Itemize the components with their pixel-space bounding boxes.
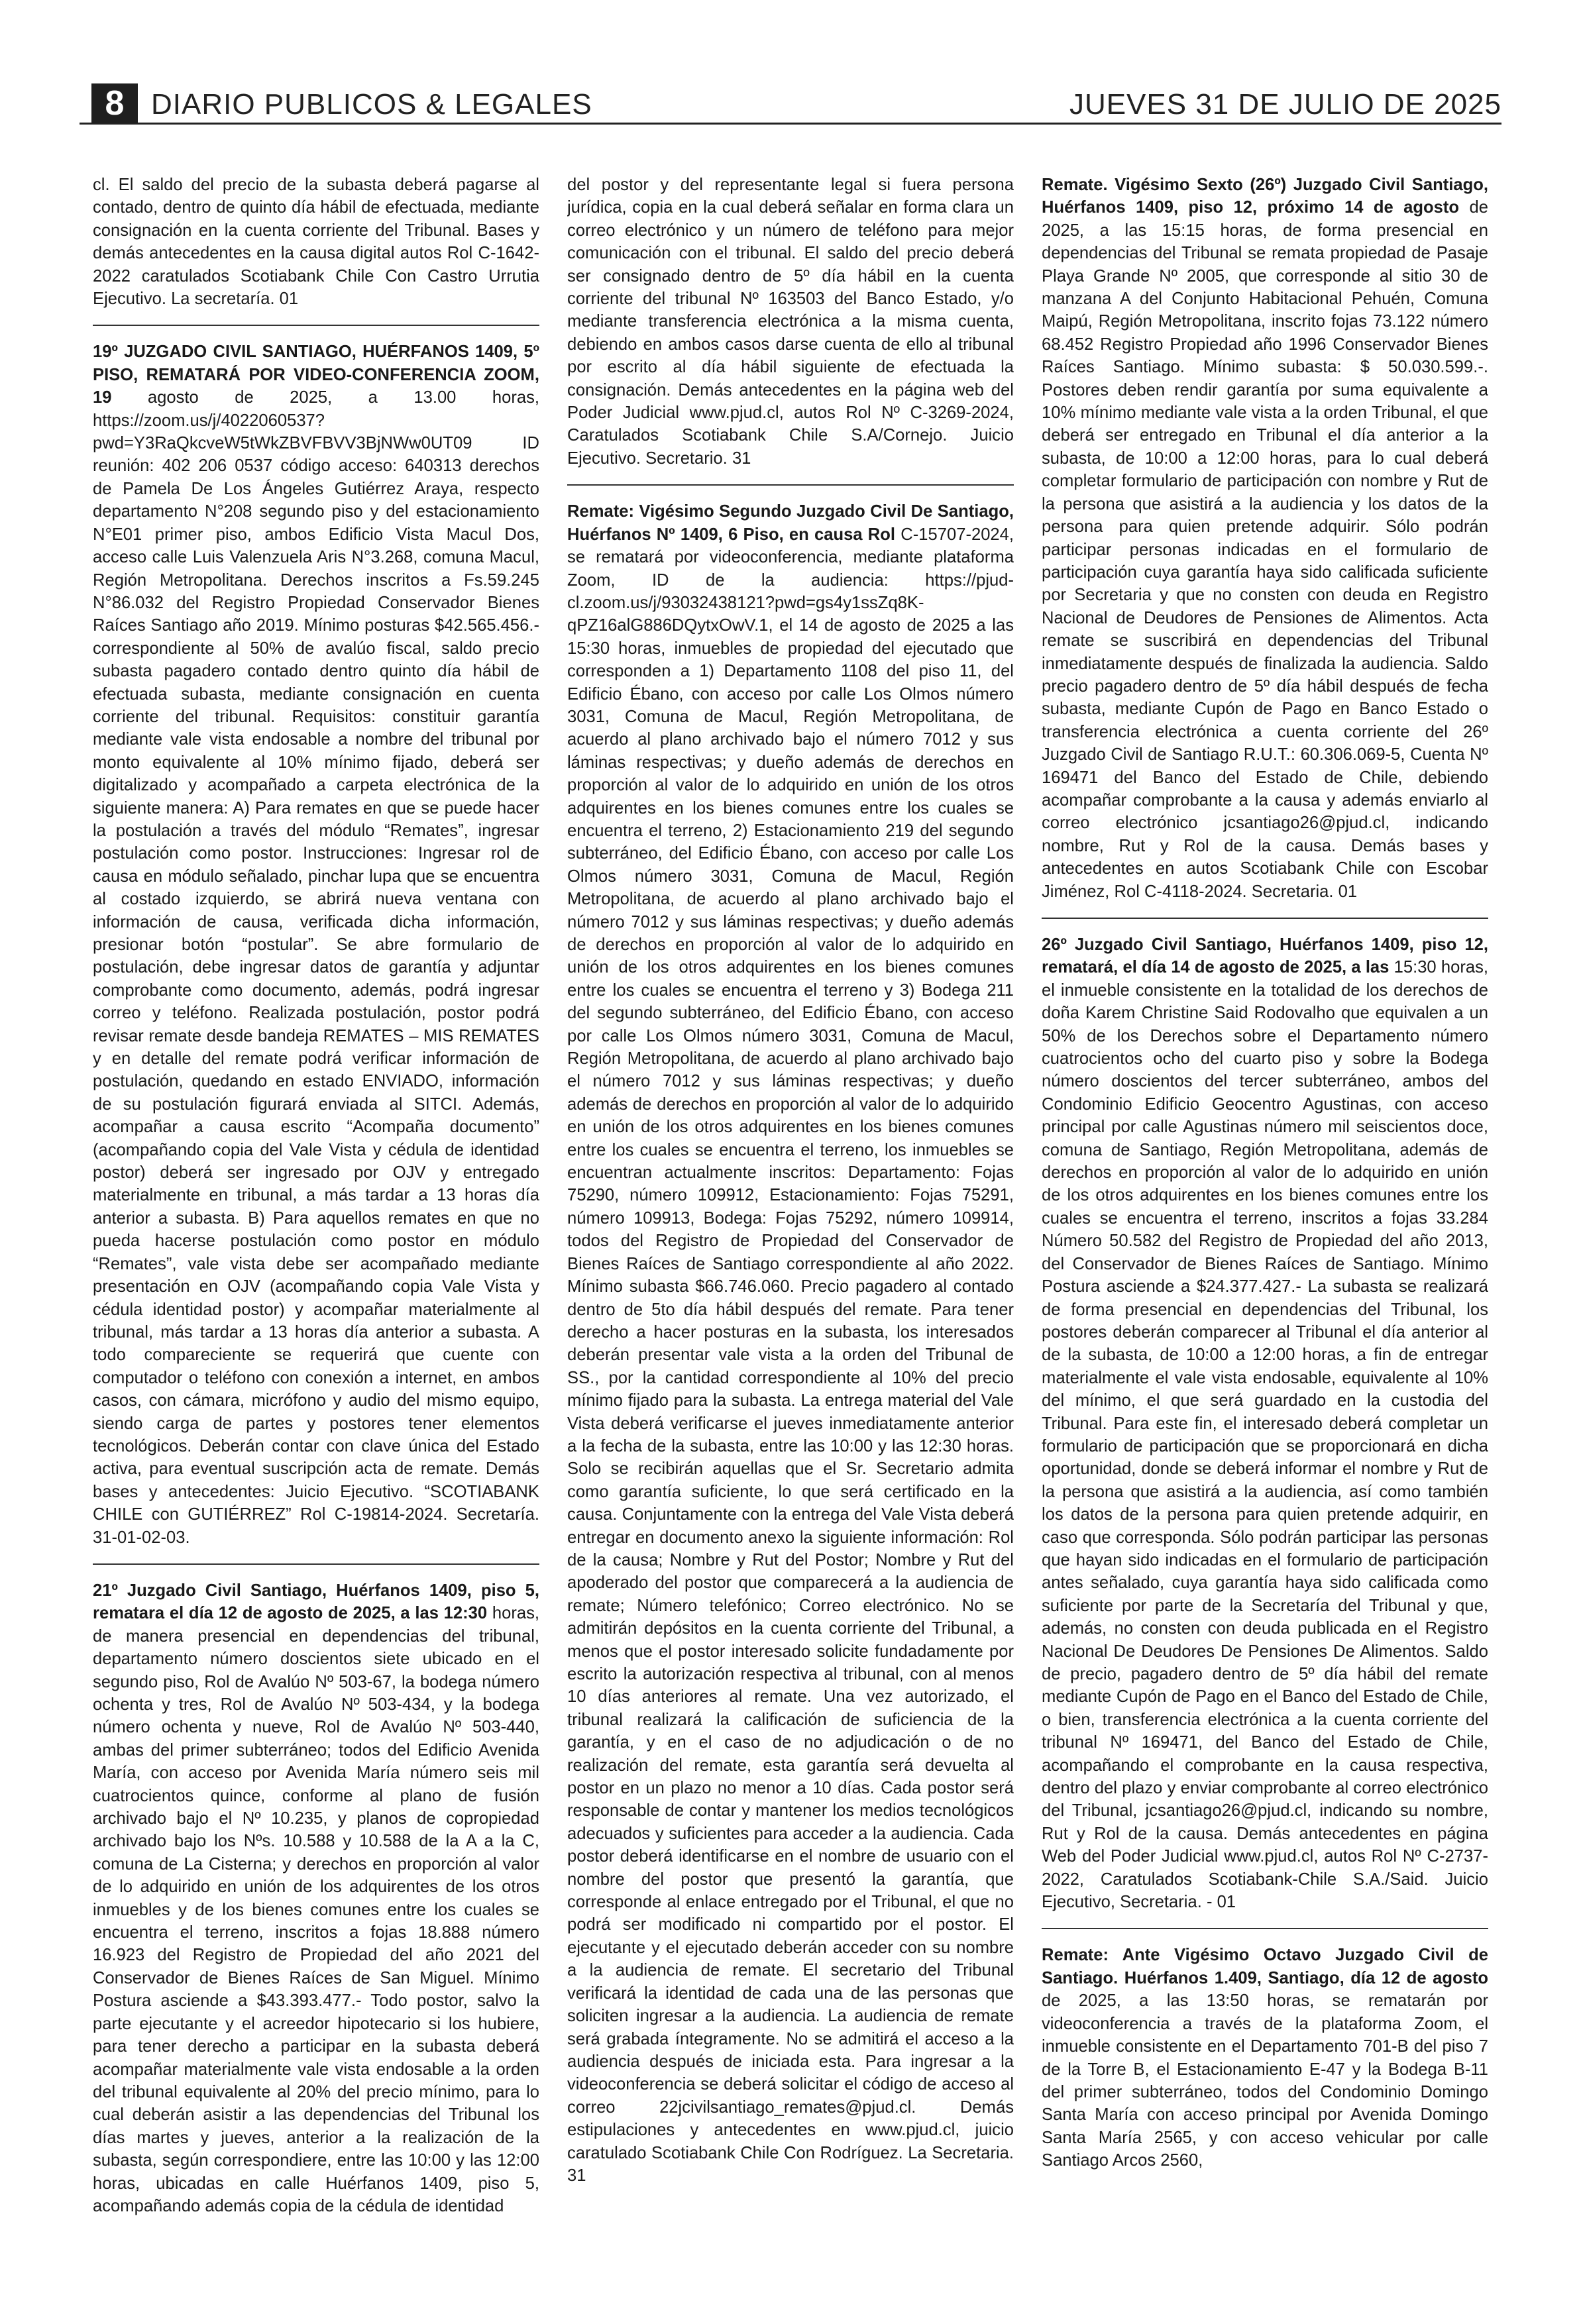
notice-lead: 21º Juzgado Civil Santiago, Huérfanos 1409, piso 5, rematara el día 12 de agosto de 2025, a las 12:30 [93,1581,539,1623]
notice-divider [1042,1928,1488,1929]
notice [567,500,1014,2199]
notice-divider [93,325,539,326]
notice-body: C-15707-2024, se rematará por videoconferencia, mediante plataforma Zoom, ID de la audiencia: https://pjud-cl.zoom.us/j/93032438121?pwd=gs4y1ssZq8K-qPZ16alG886DQytxOwV.1, el 14 de agosto de 2025 a las 15:30 horas, inmuebles de propiedad del ejecutado que corresponden a 1) Departamento 1108 del piso 11, del Edificio Ébano, con acceso por calle Los Olmos número 3031, Comuna de Macul, Región Metropolitana, de acuerdo al plano archivado bajo el número 7012 y sus láminas respectivas; y dueño además de derechos en proporción al valor de lo adquirido en unión de los otros adquirentes en los bienes comunes entre los cuales se encuentra el terreno, 2) Estacionamiento 219 del segundo subterráneo, del Edificio Ébano, con acceso por calle Los Olmos número 3031, Comuna de Macul, Región Metropolitana, de acuerdo al plano archivado bajo el número 7012 y sus láminas respectivas; y dueño además de derechos en proporción al valor de lo adquirido en unión de los otros adquirentes en los bienes comunes entre los cuales se encuentra el terreno y 3) Bodega 211 del segundo subterráneo, del Edificio Ébano, con acceso por calle Los Olmos número 3031, Comuna de Macul, Región Metropolitana, de acuerdo al plano archivado bajo el número 7012 y sus láminas respectivas; y dueño además de derechos en proporción al valor de lo adquirido en unión de los otros adquirentes en los bienes comunes entre los cuales se encuentra el terreno, los inmuebles se encuentran actualmente inscritos: Departamento: Fojas 75290, número 109912, Estacionamiento: Fojas 75291, número 109913, Bodega: Fojas 75292, número 109914, todos del Registro de Propiedad del Conservador de Bienes Raíces de Santiago correspondiente al año 2022. Mínimo subasta $66.746.060. Precio pagadero al contado dentro de 5to día hábil después del remate. Para tener derecho a hacer posturas en la subasta, los interesados deberán presentar vale vista a la orden del Tribunal de SS., por la cantidad correspondiente al 10% del precio mínimo fijado para la subasta. La entrega material del Vale Vista deberá verificarse el jueves inmediatamente anterior a la fecha de la subasta, entre las 10:00 y las 12:30 horas. Solo se recibirán aquellas que el Sr. Secretario admita como garantía suficiente, lo que será certificado en la causa. Conjuntamente con la entrega del Vale Vista deberá entregar en documento anexo la siguiente información: Rol de la causa; Nombre y Rut del Postor; Nombre y Rut del apoderado del postor que comparecerá a la audiencia de remate; Número telefónico; Correo electrónico. No se admitirán depósitos en la cuenta corriente del Tribunal, a menos que el postor interesado solicite fundadamente por escrito la autorización respectiva al tribunal, con al menos 10 días anteriores al remate. Una vez autorizado, el tribunal realizará la calificación de suficiencia de la garantía, y en el caso de no adjudicación o de no realización del remate, esta garantía será devuelta al postor en un plazo no menor a 10 días. Cada postor será responsable de contar y mantener los medios tecnológicos adecuados y suficientes para acceder a la audiencia. Cada postor deberá identificarse en el nombre de usuario con el nombre del postor que presentó la garantía, que corresponde al enlace entregado por el Tribunal, el que no podrá ser modificado ni compartido por el postor. El ejecutante y el ejecutado deberán acceder con su nombre a la audiencia de remate. El secretario del Tribunal verificará la identidad de cada una de las personas que soliciten ingresar a la audiencia. La audiencia de remate será grabada íntegramente. No se admitirá el acceso a la audiencia después de iniciada esta. Para ingresar a la videoconferencia se deberá solicitar el código de acceso al correo 22jcivilsantiago_remates@pjud.cl. Demás estipulaciones y antecedentes en www.pjud.cl, juicio caratulado Scotiabank Chile Con Rodríguez. La Secretaria. 31 [567,525,1014,2185]
notice-lead: Remate: Vigésimo Segundo Juzgado Civil De Santiago, Huérfanos Nº 1409, 6 Piso, en causa Rol [567,502,1014,544]
publication-date: JUEVES 31 DE JULIO DE 2025 [1069,88,1501,121]
publication-name: DIARIO PUBLICOS & LEGALES [151,88,592,121]
column-3 [1042,174,1488,2280]
notice-body: 15:30 horas, el inmueble consistente en la totalidad de los derechos de doña Karem Christine Said Rodovalho que equivalen a un 50% de los Derechos sobre el Departamento número cuatrocientos ocho del cuarto piso y sobre la Bodega número doscientos del tercer subterráneo, ambos del Condominio Edificio Geocentro Agustinas, con acceso principal por calle Agustinas número mil seiscientos doce, comuna de Santiago, Región Metropolitana, además de derechos en proporción al valor de lo adquirido en unión de los otros adquirentes en los bienes comunes entre los cuales se encuentra el terreno, inscritos a fojas 33.284 Número 50.582 del Registro de Propiedad del año 2013, del Conservador de Bienes Raíces de Santiago. Mínimo Postura asciende a $24.377.427.- La subasta se realizará de forma presencial en dependencias del Tribunal, los postores deberán comparecer al Tribunal el día anterior al de la subasta, de 10:00 a 12:00 horas, a fin de entregar materialmente el vale vista endosable, equivalente al 10% del mínimo, el que será guardado en la custodia del Tribunal. Para este fin, el interesado deberá completar un formulario de participación que se proporcionará en dicha oportunidad, donde se deberá informar el nombre y Rut de la persona que asistirá a la audiencia, así como también los datos de la persona para quien pretende adquirir, en caso que corresponda. Sólo podrán participar las personas que hayan sido indicadas en el formulario de participación antes señalado, cuya garantía haya sido calificada como suficiente por parte de la Secretaría del Tribunal y que, además, no consten con deuda publicada en el Registro Nacional De Deudores De Pensiones De Alimentos. Saldo de precio, pagadero dentro de 5º día hábil del remate mediante Cupón de Pago en el Banco del Estado de Chile, o bien, transferencia electrónica a la cuenta corriente del tribunal Nº 169471, del Banco del Estado de Chile, acompañando el comprobante en la causa respectiva, dentro del plazo y enviar comprobante al correo electrónico del Tribunal, jcsantiago26@pjud.cl, indicando su nombre, Rut y Rol de la causa. Demás antecedentes en página Web del Poder Judicial www.pjud.cl, autos Rol Nº C-2737-2022, Caratulados Scotiabank-Chile S.A./Said. Juicio Ejecutivo, Secretaria. - 01 [1042,958,1488,1912]
notice-body: de 2025, a las 13:50 horas, se rematarán por videoconferencia a través de la plataforma Zoom, el inmueble consistente en el Departamento 701-B del piso 7 de la Torre B, el Estacionamiento E-47 y la Bodega B-11 del primer subterráneo, todos del Condominio Domingo Santa María con acceso principal por Avenida Domingo Santa María 2565, y con acceso vehicular por calle Santiago Arcos 2560, [1042,1991,1488,2170]
notice [93,341,539,1561]
page-header [80,83,1501,125]
page-number: 8 [91,83,138,123]
notice-columns [93,174,1488,2280]
column-1 [93,174,539,2280]
notice [1042,1944,1488,2184]
notice [1042,174,1488,915]
notice-body: horas, de manera presencial en dependencias del tribunal, departamento número doscientos siete ubicado en el segundo piso, Rol de Avalúo Nº 503-67, la bodega número ochenta y tres, Rol de Avalúo Nº 503-434, y la bodega número ochenta y nueve, Rol de Avalúo Nº 503-440, ambas del primer subterráneo; todos del Edificio Avenida María, con acceso por Avenida María número seis mil cuatrocientos quince, conforme al plano de fusión archivado bajo el Nº 10.235, y planos de copropiedad archivado bajo los Nºs. 10.588 y 10.588 de la A a la C, comuna de La Cisterna; y derechos en proporción al valor de lo adquirido en unión de los adquirentes de los otros inmuebles y de los bienes comunes entre los cuales se encuentra el terreno, inscritos a fojas 18.888 número 16.923 del Registro de Propiedad del año 2021 del Conservador de Bienes Raíces de San Miguel. Mínimo Postura asciende a $43.393.477.- Todo postor, salvo la parte ejecutante y el acreedor hipotecario si los hubiere, para tener derecho a participar en la subasta deberá acompañar materialmente vale vista endosable a la orden del tribunal equivalente al 20% del precio mínimo, para lo cual deberán asistir a las dependencias del Tribunal los días martes y jueves, anterior a la realización de la subasta, según correspondiere, entre las 10:00 y las 12:00 horas, ubicadas en calle Huérfanos 1409, piso 5, acompañando además copia de la cédula de identidad [93,1604,539,2215]
notice-lead: Remate: Ante Vigésimo Octavo Juzgado Civil de Santiago. Huérfanos 1.409, Santiago, día 12 de agosto [1042,1946,1488,1987]
notice-body: cl. El saldo del precio de la subasta deberá pagarse al contado, dentro de quinto día hábil de efectuada, mediante consignación en la cuenta corriente del Tribunal. Bases y demás antecedentes en la causa digital autos Rol C-1642-2022 caratulados Scotiabank Chile Con Castro Urrutia Ejecutivo. La secretaría. 01 [93,176,539,309]
notice-body: de 2025, a las 15:15 horas, de forma presencial en dependencias del Tribunal se remata propiedad de Pasaje Playa Grande Nº 2005, que corresponde al sitio 30 de manzana A del Conjunto Habitacional Pehuén, Comuna Maipú, Región Metropolitana, inscrito fojas 73.122 número 68.452 Registro Propiedad año 1996 Conservador Bienes Raíces Santiago. Mínimo subasta: $ 50.030.599.-. Postores deben rendir garantía por suma equivalente a 10% mínimo mediante vale vista a la orden Tribunal, el que deberá ser entregado en Tribunal el día anterior a la subasta, de 10:00 a 12:00 horas, para lo cual deberá completar formulario de participación con nombre y Rut de la persona que asistirá a la audiencia y los datos de la persona para quien pretende adquirir. Sólo podrán participar personas indicadas en el formulario de participación cuya garantía haya sido calificada suficiente por Secretaria y que no consten con deuda en Registro Nacional de Deudores de Pensiones de Alimentos. Acta remate se suscribirá en dependencias del Tribunal inmediatamente después de finalizada la audiencia. Saldo precio pagadero dentro de 5º día hábil después de fecha subasta, mediante Cupón de Pago en Banco Estado o transferencia electrónica a cuenta corriente del 26º Juzgado Civil de Santiago R.U.T.: 60.306.069-5, Cuenta Nº 169471 del Banco del Estado de Chile, debiendo acompañar comprobante a la causa y además enviarlo al correo electrónico jcsantiago26@pjud.cl, indicando nombre, Rut y Rol de la causa. Demás bases y antecedentes en autos Scotiabank Chile con Escobar Jiménez, Rol C-4118-2024. Secretaria. 01 [1042,198,1488,901]
notice-lead: 19º JUZGADO CIVIL SANTIAGO, HUÉRFANOS 1409, 5º PISO, REMATARÁ POR VIDEO-CONFERENCIA ZOOM, 19 [93,343,539,407]
notice [93,1579,539,2229]
notice-divider [567,484,1014,486]
notice [567,174,1014,482]
notice [93,174,539,322]
column-2 [567,174,1014,2280]
notice [1042,933,1488,1925]
notice-lead: Remate. Vigésimo Sexto (26º) Juzgado Civil Santiago, Huérfanos 1409, piso 12, próximo 14 de agosto [1042,176,1488,217]
notice-divider [1042,918,1488,919]
notice-body: del postor y del representante legal si fuera persona jurídica, copia en la cual deberá señalar en forma clara un correo electrónico y un número de teléfono para mejor comunicación con el tribunal. El saldo del precio deberá ser consignado dentro de 5º día hábil en la cuenta corriente del tribunal Nº 163503 del Banco Estado, y/o mediante transferencia electrónica a la misma cuenta, debiendo en ambos casos darse cuenta de ello al tribunal por escrito al día hábil siguiente de efectuada la consignación. Demás antecedentes en la página web del Poder Judicial www.pjud.cl, autos Rol Nº C-3269-2024, Caratulados Scotiabank Chile S.A/Cornejo. Juicio Ejecutivo. Secretario. 31 [567,176,1014,468]
notice-divider [93,1563,539,1565]
notice-body: agosto de 2025, a 13.00 horas, https://zoom.us/j/4022060537?pwd=Y3RaQkcveW5tWkZBVFBVV3BjNWw0UT09 ID reunión: 402 206 0537 código acceso: 640313 derechos de Pamela De Los Ángeles Gutiérrez Araya, respecto departamento N°208 segundo piso y del estacionamiento N°E01 primer piso, ambos Edificio Vista Macul Dos, acceso calle Luis Valenzuela Aris N°3.268, comuna Macul, Región Metropolitana. Derechos inscritos a Fs.59.245 N°86.032 del Registro Propiedad Conservador Bienes Raíces Santiago año 2019. Mínimo posturas $42.565.456.- correspondiente al 50% de avalúo fiscal, saldo precio subasta pagadero contado dentro quinto día hábil de efectuada subasta, mediante consignación en cuenta corriente del tribunal. Requisitos: constituir garantía mediante vale vista endosable a nombre del tribunal por monto equivalente al 10% mínimo fijado, deberá ser digitalizado y acompañado a carpeta electrónica de la siguiente manera: A) Para remates en que se puede hacer la postulación a través del módulo “Remates”, ingresar postulación como postor. Instrucciones: Ingresar rol de causa en módulo señalado, pinchar lupa que se encuentra al costado izquierdo, se abrirá nueva ventana con información de causa, verificada dicha información, presionar botón “postular”. Se abre formulario de postulación, debe ingresar datos de garantía y adjuntar comprobante como documento, además, podrá ingresar correo y teléfono. Realizada postulación, postor podrá revisar remate desde bandeja REMATES – MIS REMATES y en detalle del remate podrá verificar información de postulación, quedando en estado ENVIADO, información de su postulación figurará enviada al SITCI. Además, acompañar a causa escrito “Acompaña documento” (acompañando copia del Vale Vista y cédula de identidad postor) deberá ser ingresado por OJV y entregado materialmente en tribunal, a más tardar a 13 horas día anterior a subasta. B) Para aquellos remates en que no pueda hacerse postulación como postor en módulo “Remates”, vale vista debe ser acompañado mediante presentación en OJV (acompañando copia Vale Vista y cédula identidad postor) y acompañar materialmente al tribunal, más tardar a 13 horas día anterior a subasta. A todo compareciente se requerirá que cuente con computador o teléfono con conexión a internet, en ambos casos, con cámara, micrófono y audio del mismo equipo, siendo carga de partes y postores tener elementos tecnológicos. Deberán contar con clave única del Estado activa, para eventual suscripción acta de remate. Demás bases y antecedentes: Juicio Ejecutivo. “SCOTIABANK CHILE con GUTIÉRREZ” Rol C-19814-2024. Secretaría. 31-01-02-03. [93,388,539,1547]
notice-lead: 26º Juzgado Civil Santiago, Huérfanos 1409, piso 12, rematará, el día 14 de agosto de 2025, a las [1042,935,1488,977]
